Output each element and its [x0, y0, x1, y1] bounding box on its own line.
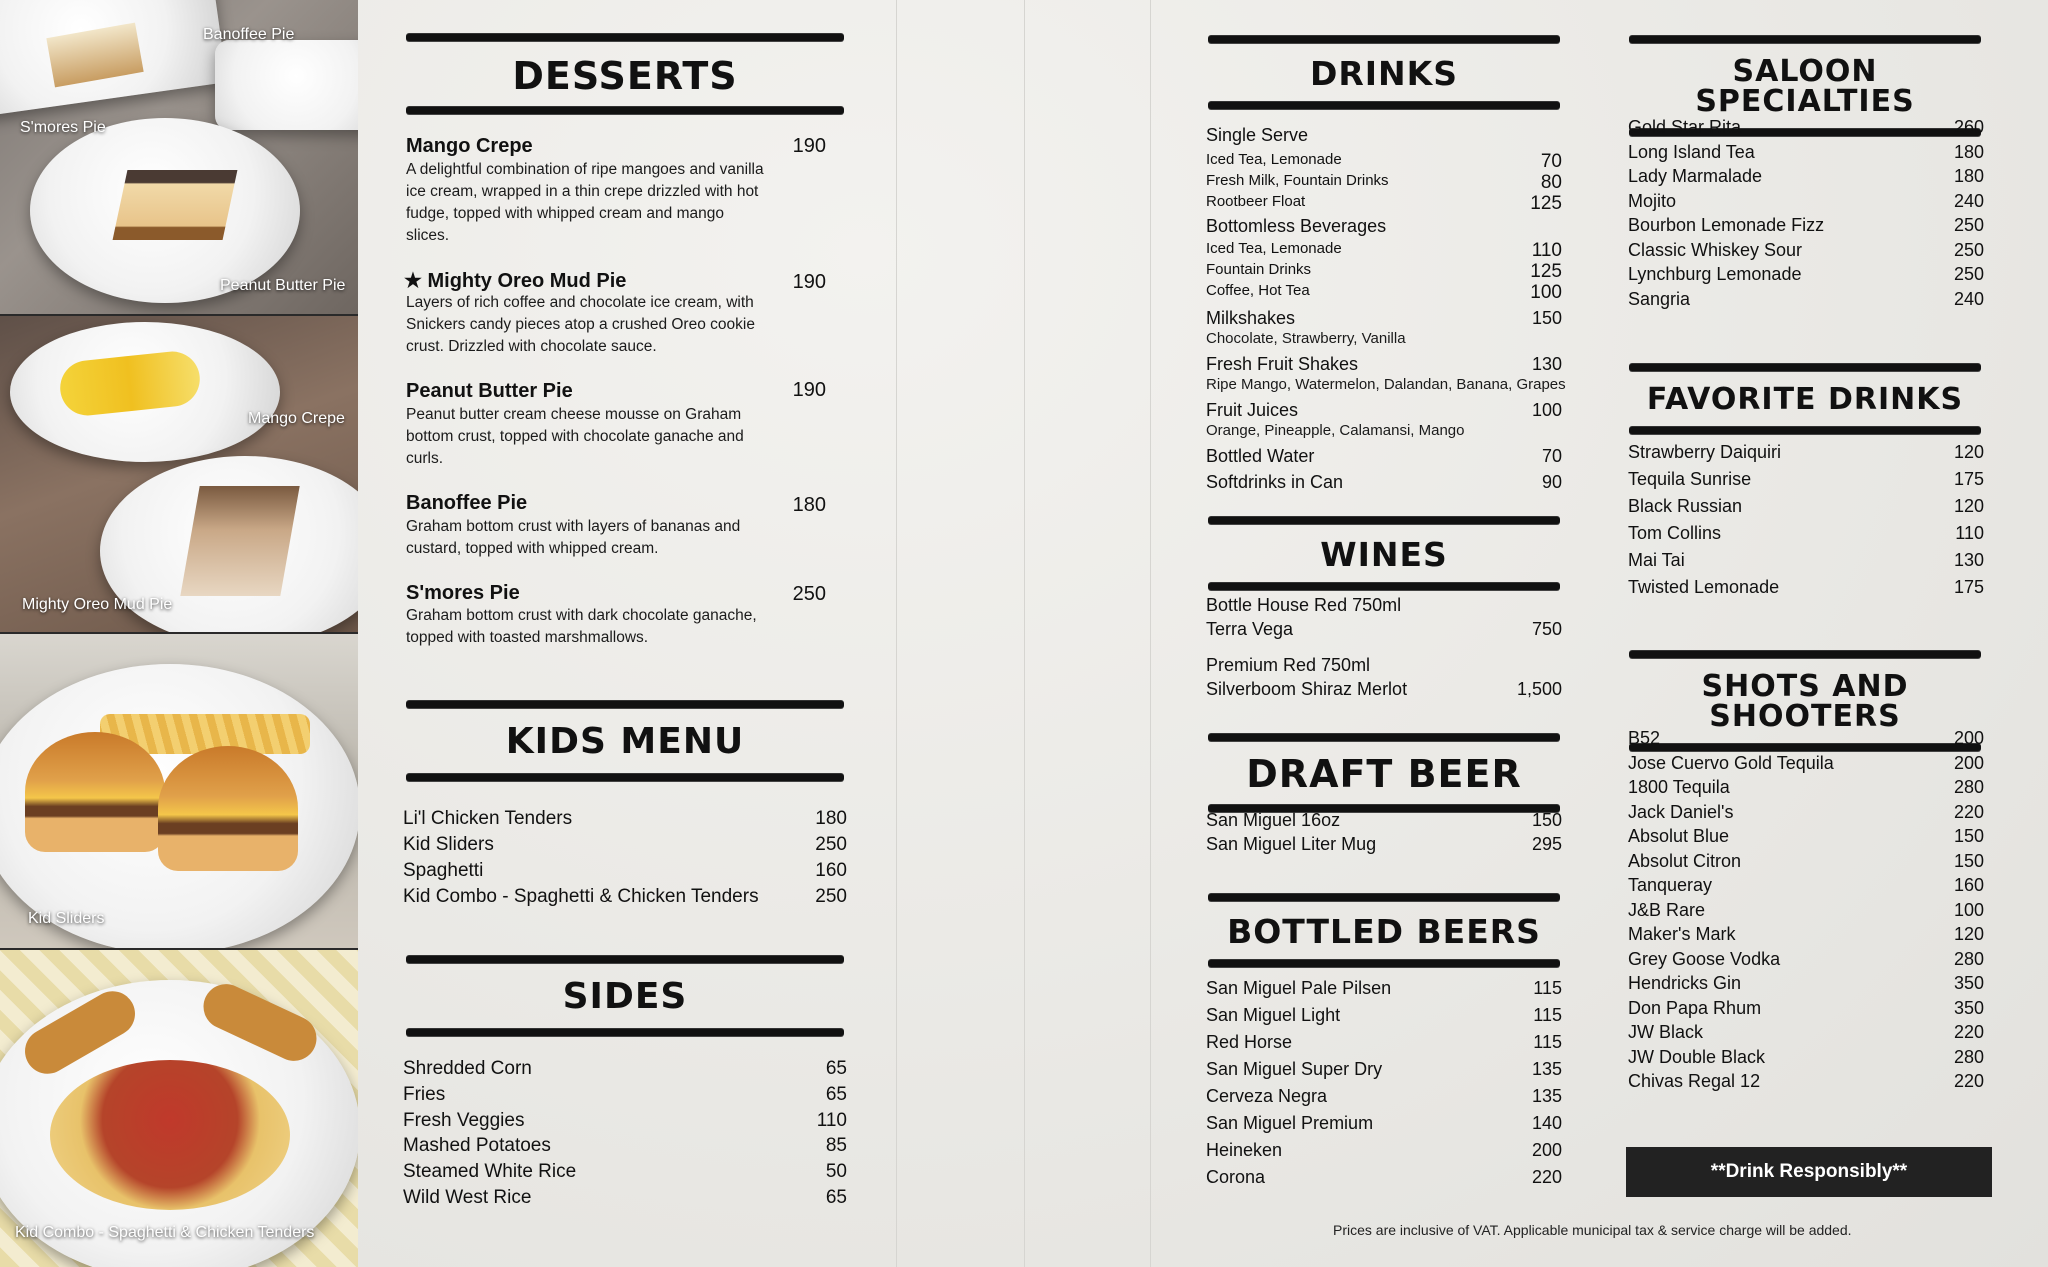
- wine-line: [1206, 679, 1562, 700]
- item-name: Fresh Milk, Fountain Drinks: [1206, 172, 1389, 189]
- header-rule: [1208, 517, 1560, 524]
- header-rule: [406, 34, 844, 41]
- photo-caption: Mighty Oreo Mud Pie: [22, 596, 173, 613]
- item-price: 65: [825, 1058, 847, 1079]
- item-name: Milkshakes: [1206, 308, 1296, 328]
- item-name: Gold Star Rita: [1628, 117, 1742, 137]
- item-name: Terra Vega: [1206, 619, 1294, 639]
- item-name: Kid Combo - Spaghetti & Chicken Tenders: [403, 886, 759, 907]
- photo-caption: Peanut Butter Pie: [220, 277, 346, 294]
- item-name: Grey Goose Vodka: [1628, 949, 1781, 969]
- sides-item: [403, 1058, 847, 1080]
- item-price: 1,500: [1516, 679, 1562, 699]
- shots-item: [1628, 924, 1984, 945]
- item-price: 280: [1953, 1047, 1984, 1067]
- saloon-item: [1628, 289, 1984, 310]
- shots-item: [1628, 973, 1984, 994]
- item-price: 250: [1953, 215, 1984, 235]
- section-title: SALOON SPECIALTIES: [1695, 54, 1915, 119]
- header-rule: [406, 956, 844, 963]
- section-title: DESSERTS: [512, 54, 738, 98]
- item-name: Sangria: [1628, 289, 1691, 309]
- shots-item: [1628, 949, 1984, 970]
- shots-item: [1628, 753, 1984, 774]
- item-name: Maker's Mark: [1628, 924, 1736, 944]
- kids-item: [403, 834, 847, 856]
- item-price: 280: [1953, 949, 1984, 969]
- item-price: 260: [1953, 117, 1984, 137]
- header-rule: [1629, 364, 1981, 371]
- item-price: 250: [1953, 240, 1984, 260]
- item-name: Lady Marmalade: [1628, 166, 1763, 186]
- draft-item: [1206, 810, 1562, 831]
- item-price: 140: [1531, 1113, 1562, 1133]
- item-name: Strawberry Daiquiri: [1628, 442, 1782, 462]
- item-price: 115: [1533, 1005, 1562, 1025]
- item-price: 70: [1541, 446, 1562, 466]
- saloon-item: [1628, 191, 1984, 212]
- item-name: Shredded Corn: [403, 1058, 532, 1079]
- item-price: 150: [1531, 308, 1562, 328]
- bottled-item: [1206, 1113, 1562, 1134]
- sides-item: [403, 1084, 847, 1106]
- header-rule: [1208, 894, 1560, 901]
- header-rule: [1208, 36, 1560, 43]
- item-price: 180: [1953, 142, 1984, 162]
- item-price: 130: [1531, 354, 1562, 374]
- header-rule: [1629, 651, 1981, 658]
- section-title: FAVORITE DRINKS: [1646, 382, 1964, 417]
- item-name: Don Papa Rhum: [1628, 998, 1762, 1018]
- header-rule: [1208, 734, 1560, 741]
- drink-line: [1206, 400, 1562, 421]
- section-title: WINES: [1320, 535, 1448, 574]
- saloon-item: [1628, 215, 1984, 236]
- item-price: 180: [1953, 166, 1984, 186]
- item-name: San Miguel Premium: [1206, 1113, 1374, 1133]
- item-name: Wild West Rice: [403, 1187, 532, 1208]
- item-price: 750: [1531, 619, 1562, 639]
- item-description: A delightful combination of ripe mangoes and vanilla ice cream, wrapped in a thin crepe drizzled with hot fudge, topped with whipped cream and mango slices.: [406, 161, 764, 244]
- plate: [215, 40, 358, 130]
- shots-item: [1628, 1047, 1984, 1068]
- item-name: Steamed White Rice: [403, 1161, 577, 1182]
- drink-line: [1206, 172, 1562, 194]
- item-name: JW Black: [1628, 1022, 1704, 1042]
- item-price: 200: [1531, 1140, 1562, 1160]
- item-name: S'mores Pie: [406, 582, 520, 604]
- bottled-item: [1206, 978, 1562, 999]
- item-name: Classic Whiskey Sour: [1628, 240, 1803, 260]
- item-price: 135: [1531, 1086, 1562, 1106]
- drink-line: [1206, 354, 1562, 375]
- item-price: 250: [1953, 264, 1984, 284]
- item-name: Banoffee Pie: [406, 492, 528, 514]
- item-price: 110: [1955, 523, 1984, 543]
- item-price: 115: [1533, 978, 1562, 998]
- item-name: Mojito: [1628, 191, 1677, 211]
- item-name: JW Double Black: [1628, 1047, 1766, 1067]
- saloon-item: [1628, 117, 1984, 138]
- shots-item: [1628, 826, 1984, 847]
- kids-item: [403, 808, 847, 830]
- item-price: 110: [1531, 240, 1562, 261]
- item-name: B52: [1628, 728, 1661, 748]
- item-name: Silverboom Shiraz Merlot: [1206, 679, 1408, 699]
- item-price: 220: [1953, 802, 1984, 822]
- photo-crepe-mudpie: [0, 316, 358, 634]
- item-description: Graham bottom crust with dark chocolate ganache, topped with toasted marshmallows.: [406, 607, 757, 646]
- item-description: Peanut butter cream cheese mousse on Graham bottom crust, topped with chocolate ganache and curls.: [406, 406, 744, 467]
- header-rule: [406, 774, 844, 781]
- item-price: 100: [1953, 900, 1984, 920]
- item-price: 65: [825, 1187, 847, 1208]
- favorite-item: [1628, 577, 1984, 598]
- shots-item: [1628, 1071, 1984, 1092]
- fold-line: [896, 0, 897, 1267]
- item-name: Spaghetti: [403, 860, 484, 881]
- item-price: 150: [1531, 810, 1562, 830]
- photo-pies: [0, 0, 358, 316]
- item-description: Layers of rich coffee and chocolate ice cream, with Snickers candy pieces atop a crushed Oreo cookie crust. Drizzled with chocolate sauce.: [406, 294, 755, 355]
- drink-line: [1206, 282, 1562, 304]
- item-name: Jose Cuervo Gold Tequila: [1628, 753, 1834, 773]
- saloon-item: [1628, 264, 1984, 285]
- item-name: San Miguel Super Dry: [1206, 1059, 1383, 1079]
- item-name: Hendricks Gin: [1628, 973, 1742, 993]
- header-rule: [406, 1029, 844, 1036]
- item-name: Corona: [1206, 1167, 1266, 1187]
- drink-line: [1206, 472, 1562, 493]
- sides-header: [406, 956, 844, 1036]
- shots-item: [1628, 1022, 1984, 1043]
- item-name: Tom Collins: [1628, 523, 1722, 543]
- item-name: Tequila Sunrise: [1628, 469, 1752, 489]
- item-price: 80: [1540, 172, 1562, 193]
- item-name: Coffee, Hot Tea: [1206, 282, 1310, 299]
- item-price: 180: [792, 494, 826, 516]
- item-name: Jack Daniel's: [1628, 802, 1734, 822]
- item-price: 65: [825, 1084, 847, 1105]
- item-name: San Miguel Liter Mug: [1206, 834, 1377, 854]
- item-price: 160: [1953, 875, 1984, 895]
- sides-item: [403, 1135, 847, 1157]
- item-price: 190: [792, 379, 826, 401]
- item-description: Graham bottom crust with layers of bananas and custard, topped with whipped cream.: [406, 518, 741, 557]
- item-name: Fresh Fruit Shakes: [1206, 354, 1359, 374]
- section-title: KIDS MENU: [505, 721, 745, 762]
- item-name: Fresh Veggies: [403, 1110, 525, 1131]
- item-price: 220: [1953, 1071, 1984, 1091]
- section-title: SHOTS AND SHOOTERS: [1701, 669, 1909, 734]
- item-price: 175: [1953, 469, 1984, 489]
- item-name: Fruit Juices: [1206, 400, 1299, 420]
- photo-caption: Mango Crepe: [248, 410, 345, 427]
- item-price: 115: [1533, 1032, 1562, 1052]
- favorite-item: [1628, 523, 1984, 544]
- item-name: Chivas Regal 12: [1628, 1071, 1761, 1091]
- item-name: Single Serve: [1206, 125, 1309, 145]
- fold-line: [1150, 0, 1151, 1267]
- favorite-item: [1628, 469, 1984, 490]
- item-price: 280: [1953, 777, 1984, 797]
- section-title: SIDES: [562, 976, 688, 1017]
- photo-caption: Kid Sliders: [28, 910, 105, 927]
- drink-line: [1206, 261, 1562, 283]
- item-name: Peanut Butter Pie: [406, 380, 573, 402]
- drink-line: [1206, 193, 1562, 215]
- drink-line: [1206, 151, 1562, 173]
- item-price: 160: [815, 860, 847, 881]
- wine-line: [1206, 595, 1562, 616]
- kids-item: [403, 860, 847, 882]
- item-name: Mai Tai: [1628, 550, 1685, 570]
- sides-item: [403, 1187, 847, 1209]
- drink-line: [1206, 308, 1562, 329]
- wines-header: [1208, 517, 1560, 590]
- drink-options: Ripe Mango, Watermelon, Dalandan, Banana, Grapes: [1206, 376, 1566, 393]
- item-price: 125: [1530, 193, 1562, 214]
- section-title: DRINKS: [1309, 54, 1459, 93]
- shots-item: [1628, 900, 1984, 921]
- item-name: Softdrinks in Can: [1206, 472, 1344, 492]
- spaghetti: [50, 1060, 290, 1210]
- saloon-item: [1628, 166, 1984, 187]
- item-name: Rootbeer Float: [1206, 193, 1306, 210]
- item-price: 250: [815, 834, 847, 855]
- item-name: J&B Rare: [1628, 900, 1706, 920]
- bottled-item: [1206, 1086, 1562, 1107]
- item-name: Premium Red 750ml: [1206, 655, 1371, 675]
- item-name: San Miguel 16oz: [1206, 810, 1341, 830]
- saloon-item: [1628, 240, 1984, 261]
- item-name: Lynchburg Lemonade: [1628, 264, 1802, 284]
- item-name: Mashed Potatoes: [403, 1135, 551, 1156]
- item-name: Fries: [403, 1084, 446, 1105]
- shots-item: [1628, 777, 1984, 798]
- item-name: Bourbon Lemonade Fizz: [1628, 215, 1825, 235]
- header-rule: [1629, 427, 1981, 434]
- item-price: 150: [1953, 826, 1984, 846]
- slider-burger: [158, 746, 298, 871]
- item-price: 120: [1953, 442, 1984, 462]
- item-name: Mango Crepe: [406, 135, 533, 157]
- item-price: 85: [825, 1135, 847, 1156]
- section-title: BOTTLED BEERS: [1227, 912, 1541, 951]
- header-rule: [406, 701, 844, 708]
- header-rule: [1629, 36, 1981, 43]
- item-name: Bottle House Red 750ml: [1206, 595, 1402, 615]
- header-rule: [1208, 583, 1560, 590]
- sides-item: [403, 1110, 847, 1132]
- item-price: 135: [1531, 1059, 1562, 1079]
- photo-strip: [0, 0, 358, 1267]
- item-price: 120: [1953, 924, 1984, 944]
- item-name: Long Island Tea: [1628, 142, 1755, 162]
- item-name: Absolut Blue: [1628, 826, 1730, 846]
- photo-kid-combo: [0, 950, 358, 1267]
- photo-sliders: [0, 634, 358, 950]
- slider-burger: [25, 732, 165, 852]
- bottled-item: [1206, 1167, 1562, 1188]
- header-rule: [1208, 960, 1560, 967]
- item-price: 180: [815, 808, 847, 829]
- item-price: 125: [1530, 261, 1562, 282]
- item-price: 190: [792, 271, 826, 293]
- item-price: 350: [1953, 998, 1984, 1018]
- favorite-item: [1628, 496, 1984, 517]
- item-price: 200: [1953, 728, 1984, 748]
- item-name: Iced Tea, Lemonade: [1206, 151, 1342, 168]
- mud-pie-slice: [180, 486, 299, 596]
- photo-caption: Banoffee Pie: [203, 26, 295, 43]
- item-price: 70: [1540, 151, 1562, 172]
- draft-beer-header: [1208, 734, 1560, 812]
- sides-item: [403, 1161, 847, 1183]
- draft-item: [1206, 834, 1562, 855]
- item-price: 130: [1953, 550, 1984, 570]
- item-name: Li'l Chicken Tenders: [403, 808, 573, 829]
- peanut-butter-pie-slice: [113, 170, 238, 240]
- drink-options: Chocolate, Strawberry, Vanilla: [1206, 330, 1406, 347]
- item-name: Kid Sliders: [403, 834, 494, 855]
- item-price: 240: [1953, 191, 1984, 211]
- item-price: 190: [792, 135, 826, 157]
- drink-line: [1206, 240, 1562, 262]
- item-name: San Miguel Pale Pilsen: [1206, 978, 1392, 998]
- kids-item: [403, 886, 847, 908]
- item-name: Bottled Water: [1206, 446, 1315, 466]
- item-price: 120: [1953, 496, 1984, 516]
- favorite-item: [1628, 550, 1984, 571]
- item-price: 110: [816, 1110, 847, 1131]
- item-price: 50: [825, 1161, 847, 1182]
- item-name: San Miguel Light: [1206, 1005, 1341, 1025]
- bottled-item: [1206, 1140, 1562, 1161]
- header-rule: [406, 107, 844, 114]
- drink-line: [1206, 125, 1562, 146]
- item-name: Red Horse: [1206, 1032, 1293, 1052]
- favorite-drinks-header: [1629, 364, 1981, 434]
- drinks-header: [1208, 36, 1560, 109]
- vat-footnote: Prices are inclusive of VAT. Applicable municipal tax & service charge will be added.: [1333, 1222, 1852, 1238]
- bottled-item: [1206, 1005, 1562, 1026]
- drink-responsibly-banner: **Drink Responsibly**: [1626, 1147, 1992, 1197]
- bottled-beers-header: [1208, 894, 1560, 967]
- item-name: 1800 Tequila: [1628, 777, 1730, 797]
- section-title: DRAFT BEER: [1246, 752, 1522, 796]
- drink-options: Orange, Pineapple, Calamansi, Mango: [1206, 422, 1465, 439]
- item-name: Bottomless Beverages: [1206, 216, 1387, 236]
- item-price: 295: [1531, 834, 1562, 854]
- item-price: 200: [1953, 753, 1984, 773]
- item-name: ★ Mighty Oreo Mud Pie: [404, 270, 627, 292]
- shots-item: [1628, 875, 1984, 896]
- item-price: 250: [815, 886, 847, 907]
- wine-line: [1206, 655, 1562, 676]
- item-price: 220: [1953, 1022, 1984, 1042]
- item-name: Fountain Drinks: [1206, 261, 1312, 278]
- item-price: 220: [1531, 1167, 1562, 1187]
- item-price: 100: [1530, 282, 1562, 303]
- header-rule: [1208, 102, 1560, 109]
- bottled-item: [1206, 1032, 1562, 1053]
- item-name: Heineken: [1206, 1140, 1283, 1160]
- item-price: 175: [1953, 577, 1984, 597]
- item-price: 350: [1953, 973, 1984, 993]
- item-name: Cerveza Negra: [1206, 1086, 1328, 1106]
- shots-item: [1628, 802, 1984, 823]
- desserts-header: [406, 34, 844, 114]
- bottled-item: [1206, 1059, 1562, 1080]
- kids-menu-header: [406, 701, 844, 781]
- fold-line: [1024, 0, 1025, 1267]
- item-name: Iced Tea, Lemonade: [1206, 240, 1342, 257]
- item-price: 100: [1531, 400, 1562, 420]
- item-name: Absolut Citron: [1628, 851, 1742, 871]
- drink-line: [1206, 446, 1562, 467]
- favorite-item: [1628, 442, 1984, 463]
- item-price: 150: [1953, 851, 1984, 871]
- item-price: 90: [1541, 472, 1562, 492]
- item-price: 250: [792, 583, 826, 605]
- item-price: 240: [1953, 289, 1984, 309]
- item-name: Twisted Lemonade: [1628, 577, 1780, 597]
- wine-line: [1206, 619, 1562, 640]
- photo-caption: Kid Combo - Spaghetti & Chicken Tenders: [15, 1224, 315, 1241]
- drink-line: [1206, 216, 1562, 237]
- shots-item: [1628, 728, 1984, 749]
- saloon-item: [1628, 142, 1984, 163]
- shots-item: [1628, 851, 1984, 872]
- photo-caption: S'mores Pie: [20, 119, 106, 136]
- item-name: Tanqueray: [1628, 875, 1713, 895]
- item-name: Black Russian: [1628, 496, 1743, 516]
- shots-item: [1628, 998, 1984, 1019]
